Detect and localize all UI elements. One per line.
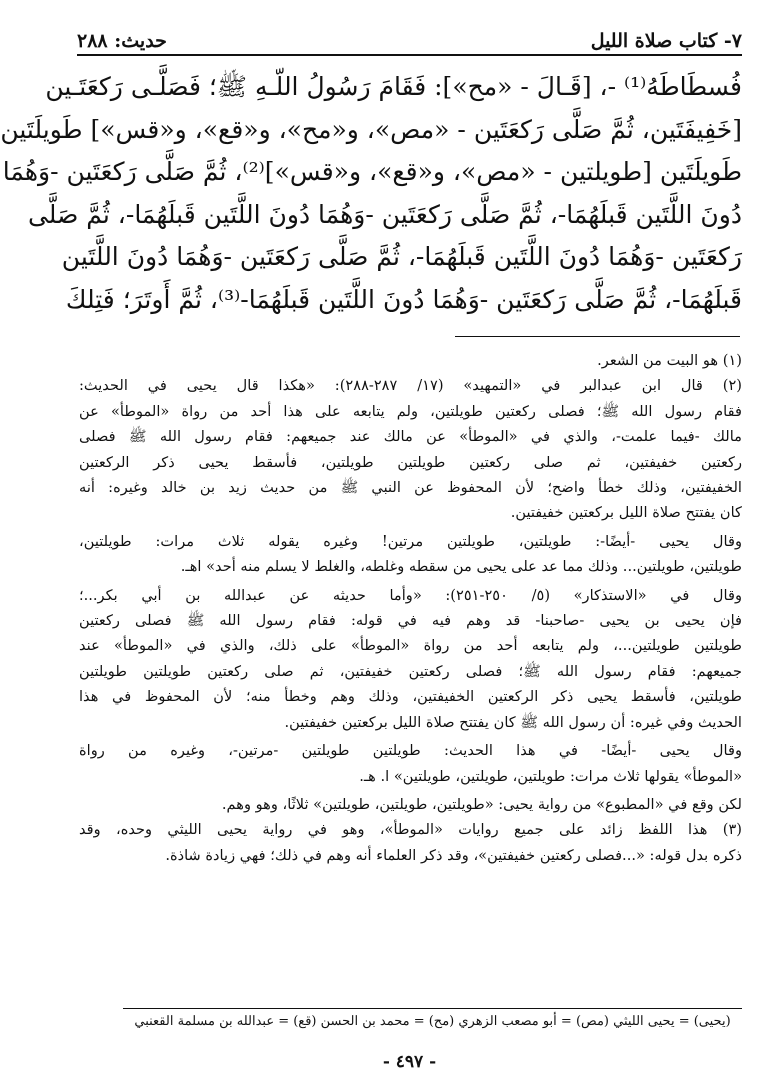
footnote-line: وقال في «الاستذكار» (٥/ ٢٥٠-٢٥١): «وأما حديثه عن عبدالله بن أبي بكر...؛ (79, 586, 742, 604)
footnote-separator (455, 336, 740, 337)
page-header (77, 18, 742, 52)
footnote-line: (١) هو البيت من الشعر. (597, 352, 742, 369)
main-line: رَكعَتَين -وَهُمَا دُونَ اللَّتَين قَبلَهُمَا-، ثُمَّ صَلَّى رَكعَتَين -وَهُمَا دُونَ اللَّتَين (61, 242, 742, 271)
footnote-line: ذكره بدل قوله: «...فصلى ركعتين خفيفتين»، وقد ذكر العلماء أنه وهم في ذلك؛ فهي زيادة شاذة. (165, 846, 742, 864)
footnote-line: فقام رسول الله ﷺ؛ فصلى ركعتين طويلتين، ولم يتابعه على هذا أحد من رواة «الموطأ» عن (79, 402, 742, 420)
footnote-line: مالك -فيما علمت-، والذي في «الموطأ» عن مالك عند جميعهم: فقام رسول الله ﷺ فصلى (79, 428, 742, 446)
footnote-line: فإن يحيى بن يحيى -صاحبنا- قد وهم فيه في قوله: فقام رسول الله ﷺ فصلى ركعتين (79, 612, 742, 630)
hadith-number: حديث: ٢٨٨ (77, 30, 167, 52)
footnote-line: طويلتين، فأسقط يحيى ذكر الركعتين الخفيفتين، وذلك وهم وخطأ منه؛ لأن المحفوظ في هذا (79, 688, 742, 706)
abbreviation-key: (يحيى) = يحيى الليثي (مص) = أبو مصعب الزهري (مح) = محمد بن الحسن (قع) = عبدالله بن مسلمة القعنبي (134, 1014, 731, 1029)
footnote-line: لكن وقع في «المطبوع» من رواية يحيى: «طويلتين، طويلتين، طويلتين» ثلاثًا، وهو وهم. (221, 795, 742, 813)
main-line: قَبلَهُمَا-، ثُمَّ صَلَّى رَكعَتَين -وَهُمَا دُونَ اللَّتَين قَبلَهُمَا-⁽³⁾، ثُمَّ أَوتَرَ؛ فَتِلكَ (65, 284, 742, 314)
footnote-line: (٣) هذا اللفظ زائد على جميع روايات «الموطأ»، وهو في رواية يحيى الليثي وحده، وقد (79, 821, 742, 839)
main-line: طَويلَتَين [طويلتين - «مص»، و«قع»، و«قس»]⁽²⁾، ثُمَّ صَلَّى رَكعَتَين -وَهُمَا (2, 157, 742, 186)
footnotes (79, 348, 742, 868)
footnote-line: (٢) قال ابن عبدالبر في «التمهيد» (١٧/ ٢٨٧-٢٨٨): «هكذا قال يحيى في الحديث: (79, 377, 742, 395)
footnote-line: كان يفتتح صلاة الليل بركعتين خفيفتين. (510, 504, 742, 522)
footnote-line: جميعهم: فقام رسول الله ﷺ؛ فصلى ركعتين خفيفتين، ثم صلى ركعتين طويلتين طويلتين (79, 662, 742, 680)
footnote-line: طويلتين، طويلتين... وذلك مما عد على يحيى من سقطه وغلطه، والغلط لا يسلم منه أحد» اهـ. (180, 558, 742, 576)
page-number: - ٤٩٧ - (382, 1052, 437, 1072)
footnote-line: ركعتين خفيفتين، ثم صلى ركعتين طويلتين طويلتين، فأسقط يحيى ذكر الركعتين (79, 453, 742, 471)
main-line: [خَفِيفَتَين، ثُمَّ صَلَّى رَكعَتَين - «مص»، و«مح»، و«قع»، و«قس»] طَويلَتَين (0, 114, 742, 144)
header-rule (77, 54, 742, 56)
main-line: دُونَ اللَّتَين قَبلَهُمَا-، ثُمَّ صَلَّى رَكعَتَين -وَهُمَا دُونَ اللَّتَين قَبلَهُمَا-، ثُمَّ صَلَّى (27, 199, 742, 229)
footnote-line: الخفيفتين، وذلك خطأ واضح؛ لأن المحفوظ عن النبي ﷺ من حديث زيد بن خالد وغيره: أنه (79, 479, 742, 497)
hadith-text (0, 66, 742, 321)
chapter-title: ٧- كتاب صلاة الليل (590, 30, 742, 52)
abbreviation-rule (123, 1008, 742, 1009)
footnote-line: الحديث وفي غيره: أن رسول الله ﷺ كان يفتتح صلاة الليل بركعتين خفيفتين. (284, 713, 742, 731)
main-line: فُسطَاطَهُ⁽¹⁾ -، [قَـالَ - «مح»]: فَقَامَ رَسُولُ اللّـهِ ﷺ؛ فَصَلَّـى رَكعَتَـين (45, 72, 742, 101)
footnote-line: «الموطأ» يقولها ثلاث مرات: طويلتين، طويلتين، طويلتين» ا. هـ. (359, 767, 742, 785)
footnote-line: وقال يحيى -أيضًا- في هذا الحديث: طويلتين طويلتين -مرتين-، وغيره من رواة (79, 742, 742, 760)
footnote-line: وقال يحيى -أيضًا-: طويلتين، طويلتين مرتين! وغيره يقوله ثلاث مرات: طويلتين، (79, 532, 742, 550)
footnote-line: طويلتين طويلتين...، ولم يتابعه أحد من رواة «الموطأ» على ذلك، والذي في «الموطأ» عند (79, 637, 742, 655)
